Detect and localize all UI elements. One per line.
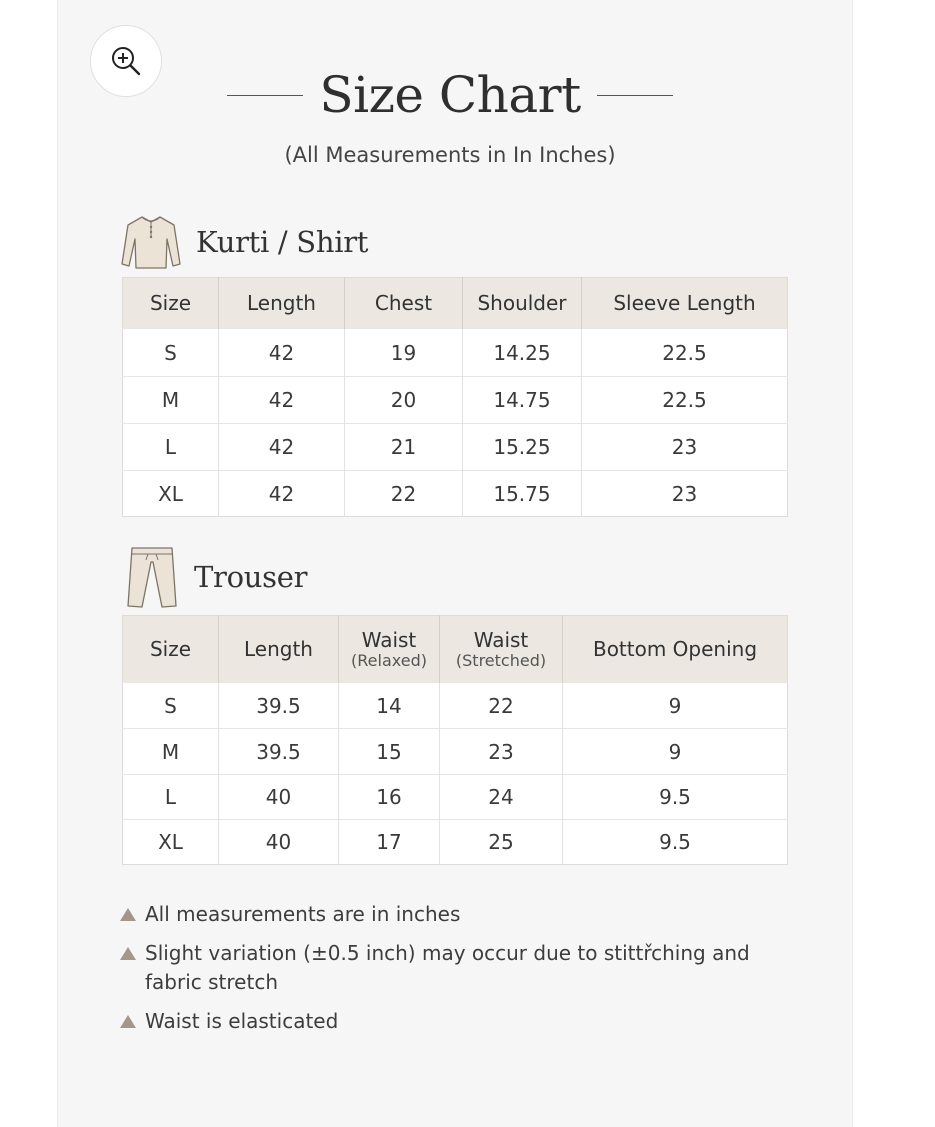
column-header-chest: Chest (345, 278, 463, 329)
note-text: Waist is elasticated (145, 1009, 339, 1033)
cell-size: S (123, 329, 219, 377)
note-item (120, 900, 800, 929)
cell-length: 40 (219, 775, 339, 820)
cell-waist-relaxed: 15 (339, 729, 440, 775)
column-header-size (123, 616, 219, 683)
cell-size: S (123, 683, 219, 729)
header-label: Length (244, 637, 313, 661)
cell-waist-relaxed: 17 (339, 820, 440, 865)
note-item (120, 1007, 800, 1036)
title-bar (200, 62, 700, 128)
cell-length: 39.5 (219, 729, 339, 775)
header-sublabel: (Relaxed) (351, 651, 427, 670)
cell-bottom-opening: 9 (563, 729, 788, 775)
cell-length: 40 (219, 820, 339, 865)
kurti-section-header (120, 212, 368, 272)
trouser-size-table (122, 615, 788, 865)
kurti-section-title: Kurti / Shirt (196, 225, 369, 259)
cell-chest: 22 (345, 471, 463, 517)
triangle-bullet-icon (120, 908, 136, 921)
table-row (123, 775, 788, 820)
cell-length: 42 (219, 329, 345, 377)
trouser-section-header (124, 544, 307, 610)
kurti-size-table (122, 277, 788, 517)
cell-length: 42 (219, 424, 345, 471)
cell-length: 39.5 (219, 683, 339, 729)
zoom-in-button[interactable] (90, 25, 162, 97)
table-row (123, 329, 788, 377)
column-header-shoulder: Shoulder (463, 278, 582, 329)
table-row (123, 729, 788, 775)
cell-shoulder: 14.75 (463, 377, 582, 424)
cell-size: XL (123, 820, 219, 865)
table-row (123, 820, 788, 865)
cell-shoulder: 14.25 (463, 329, 582, 377)
column-header-size: Size (123, 278, 219, 329)
table-header-row (123, 616, 788, 683)
cell-waist-relaxed: 14 (339, 683, 440, 729)
cell-chest: 19 (345, 329, 463, 377)
note-item (120, 939, 800, 997)
cell-waist-stretched: 24 (440, 775, 563, 820)
table-row (123, 424, 788, 471)
cell-size: M (123, 729, 219, 775)
cell-waist-stretched: 23 (440, 729, 563, 775)
table-header-row (123, 278, 788, 329)
cell-size: L (123, 424, 219, 471)
column-header-waist-relaxed (339, 616, 440, 683)
cell-bottom-opening: 9.5 (563, 775, 788, 820)
cell-waist-stretched: 25 (440, 820, 563, 865)
header-label: Bottom Opening (592, 637, 758, 661)
trouser-icon (124, 544, 180, 610)
cell-waist-stretched: 22 (440, 683, 563, 729)
cell-sleeve-length: 22.5 (582, 329, 788, 377)
cell-bottom-opening: 9.5 (563, 820, 788, 865)
cell-chest: 20 (345, 377, 463, 424)
header-label: Size (149, 637, 192, 661)
trouser-section-title: Trouser (194, 560, 308, 594)
page-subtitle: (All Measurements in In Inches) (284, 143, 616, 167)
column-header-sleeve-length: Sleeve Length (582, 278, 788, 329)
page-title: Size Chart (319, 66, 581, 124)
shirt-icon (120, 212, 182, 272)
cell-length: 42 (219, 471, 345, 517)
cell-sleeve-length: 23 (582, 424, 788, 471)
column-header-bottom-opening (563, 616, 788, 683)
note-text: Slight variation (±0.5 inch) may occur due to stittřching and fabric stretch (145, 941, 750, 994)
zoom-in-icon (109, 44, 143, 78)
header-label: Waist (361, 628, 417, 652)
cell-size: M (123, 377, 219, 424)
table-row (123, 471, 788, 517)
cell-waist-relaxed: 16 (339, 775, 440, 820)
triangle-bullet-icon (120, 947, 136, 960)
notes-list (120, 900, 800, 1046)
cell-sleeve-length: 23 (582, 471, 788, 517)
column-header-length (219, 616, 339, 683)
cell-size: L (123, 775, 219, 820)
cell-bottom-opening: 9 (563, 683, 788, 729)
header-label: Waist (473, 628, 529, 652)
title-divider-left (227, 95, 303, 96)
cell-shoulder: 15.75 (463, 471, 582, 517)
cell-shoulder: 15.25 (463, 424, 582, 471)
title-divider-right (597, 95, 673, 96)
column-header-length: Length (219, 278, 345, 329)
cell-size: XL (123, 471, 219, 517)
cell-sleeve-length: 22.5 (582, 377, 788, 424)
note-text: All measurements are in inches (145, 902, 461, 926)
column-header-waist-stretched (440, 616, 563, 683)
triangle-bullet-icon (120, 1015, 136, 1028)
header-sublabel: (Stretched) (455, 651, 547, 670)
cell-chest: 21 (345, 424, 463, 471)
table-row (123, 377, 788, 424)
cell-length: 42 (219, 377, 345, 424)
table-row (123, 683, 788, 729)
